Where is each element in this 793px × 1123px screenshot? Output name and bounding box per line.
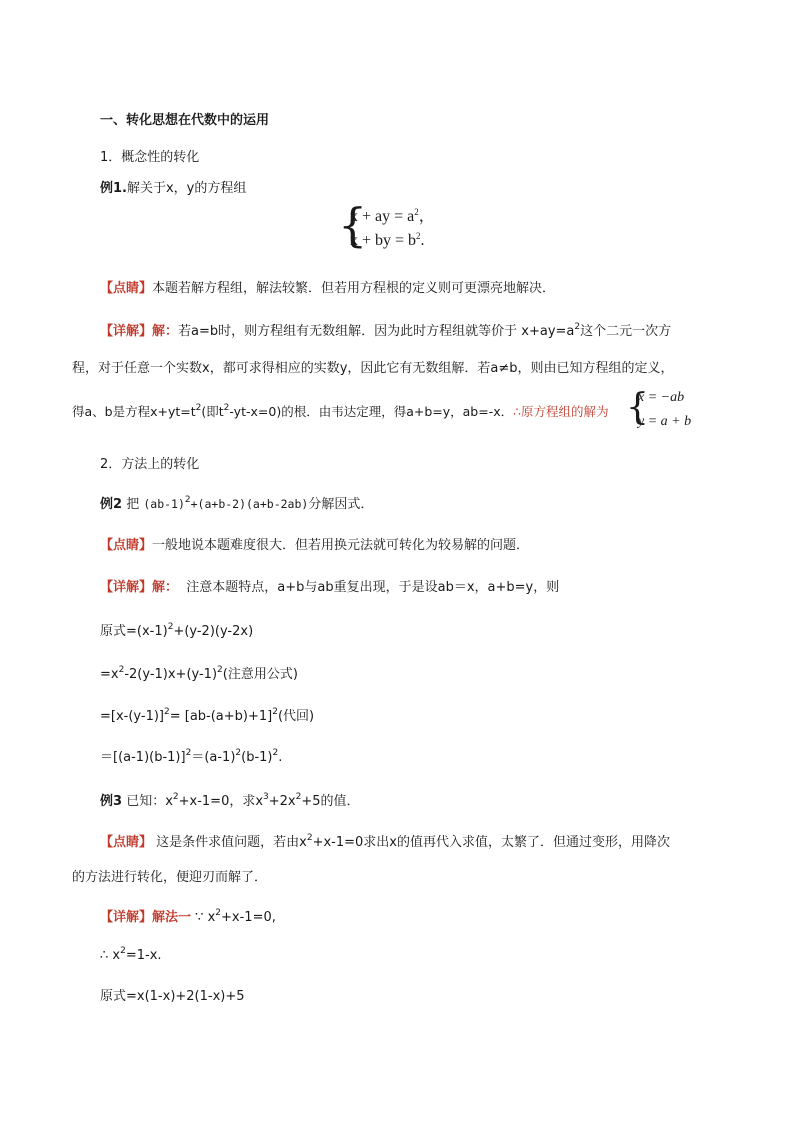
example-2-label: 例2 (100, 497, 123, 512)
section-title: 一、转化思想在代数中的运用 (100, 113, 270, 128)
example-2-step-2: $=x^2-2(y-1)x+(y-1)^2$(注意用公式) (100, 665, 298, 682)
example-1-tip: 【点睛】本题若解方程组，解法较繁．但若用方程根的定义则可更漂亮地解决． (100, 281, 556, 296)
example-1-prompt (100, 177, 246, 196)
example-2-tip: 【点睛】一般地说本题难度很大．但若用换元法就可转化为较易解的问题． (100, 538, 530, 553)
system-brace: { (338, 198, 368, 252)
detail-tag: 【详解】 (100, 324, 153, 339)
subsection-title-1: 1．概念性的转化 (100, 150, 200, 165)
example-3-detail: 【详解】解法一 ∵ $x^2+x-1=0$, (100, 908, 276, 925)
example-3-tip-line-2: 的方法进行转化，便迎刃而解了． (72, 870, 268, 885)
example-3-step-2: 原式=x(1-x)+2(1-x)+5 (100, 989, 245, 1004)
tip-tag: 【点睛】 (100, 281, 153, 296)
solution-brace: { (626, 387, 649, 428)
example-2-step-4: $=[(a-1)(b-1)]^2=(a-1)^2(b-1)^2$. (100, 748, 283, 765)
example-2-detail: 【详解】解： 注意本题特点，a+b与ab重复出现，于是设ab＝x，a+b=y，则 (100, 580, 560, 595)
example-3-step-1: ∴ $x^2=1-x$. (100, 946, 162, 963)
example-1-detail-line-1: 【详解】解：若a=b时，则方程组有无数组解．因为此时方程组就等价于 $x+ay=a^2$这个二元一次方 (100, 322, 672, 339)
example-1-label: 例1. (100, 181, 127, 196)
example-3-tip-line-1: 【点睛】 这是条件求值问题，若由$x^2+x-1=0$求出x的值再代入求值，太繁了．但通过变形，用降次 (100, 833, 670, 850)
example-2-step-1: 原式$=(x-1)^2+(y-2)(y-2x)$ (100, 622, 254, 639)
example-1-detail-line-2: 程，对于任意一个实数x，都可求得相应的实数y，因此它有无数组解．若a≠b，则由已知方程组的定义， (72, 361, 674, 376)
system-equation-2: x + by = $b^2$. (350, 231, 425, 249)
example-2-prompt: 例2 把 $(ab-1)^2+(a+b-2)(a+b-2ab)$分解因式． (100, 495, 374, 512)
system-equation-1: x + ay = $a^2$， (350, 207, 435, 225)
example-3-prompt: 例3 已知：$x^2+x-1=0$，求$x^3+2x^2+5$的值． (100, 792, 360, 809)
solution-x: x = −ab (638, 390, 685, 405)
solution-y: y = a + b (638, 414, 692, 429)
example-1-text: 解关于x，y的方程组 (126, 181, 247, 196)
example-2-step-3: $=[x-(y-1)]^2= [ab-(a+b)+1]^2$(代回) (100, 707, 315, 724)
example-3-label: 例3 (100, 794, 123, 809)
example-1-detail-line-3: 得a、b是方程$x+yt=t^2$(即$t^2-yt-x=0$)的根．由韦达定理，得a+b=y，ab=-x．∴原方程组的解为 (72, 403, 609, 419)
subsection-title-2: 2．方法上的转化 (100, 457, 200, 472)
